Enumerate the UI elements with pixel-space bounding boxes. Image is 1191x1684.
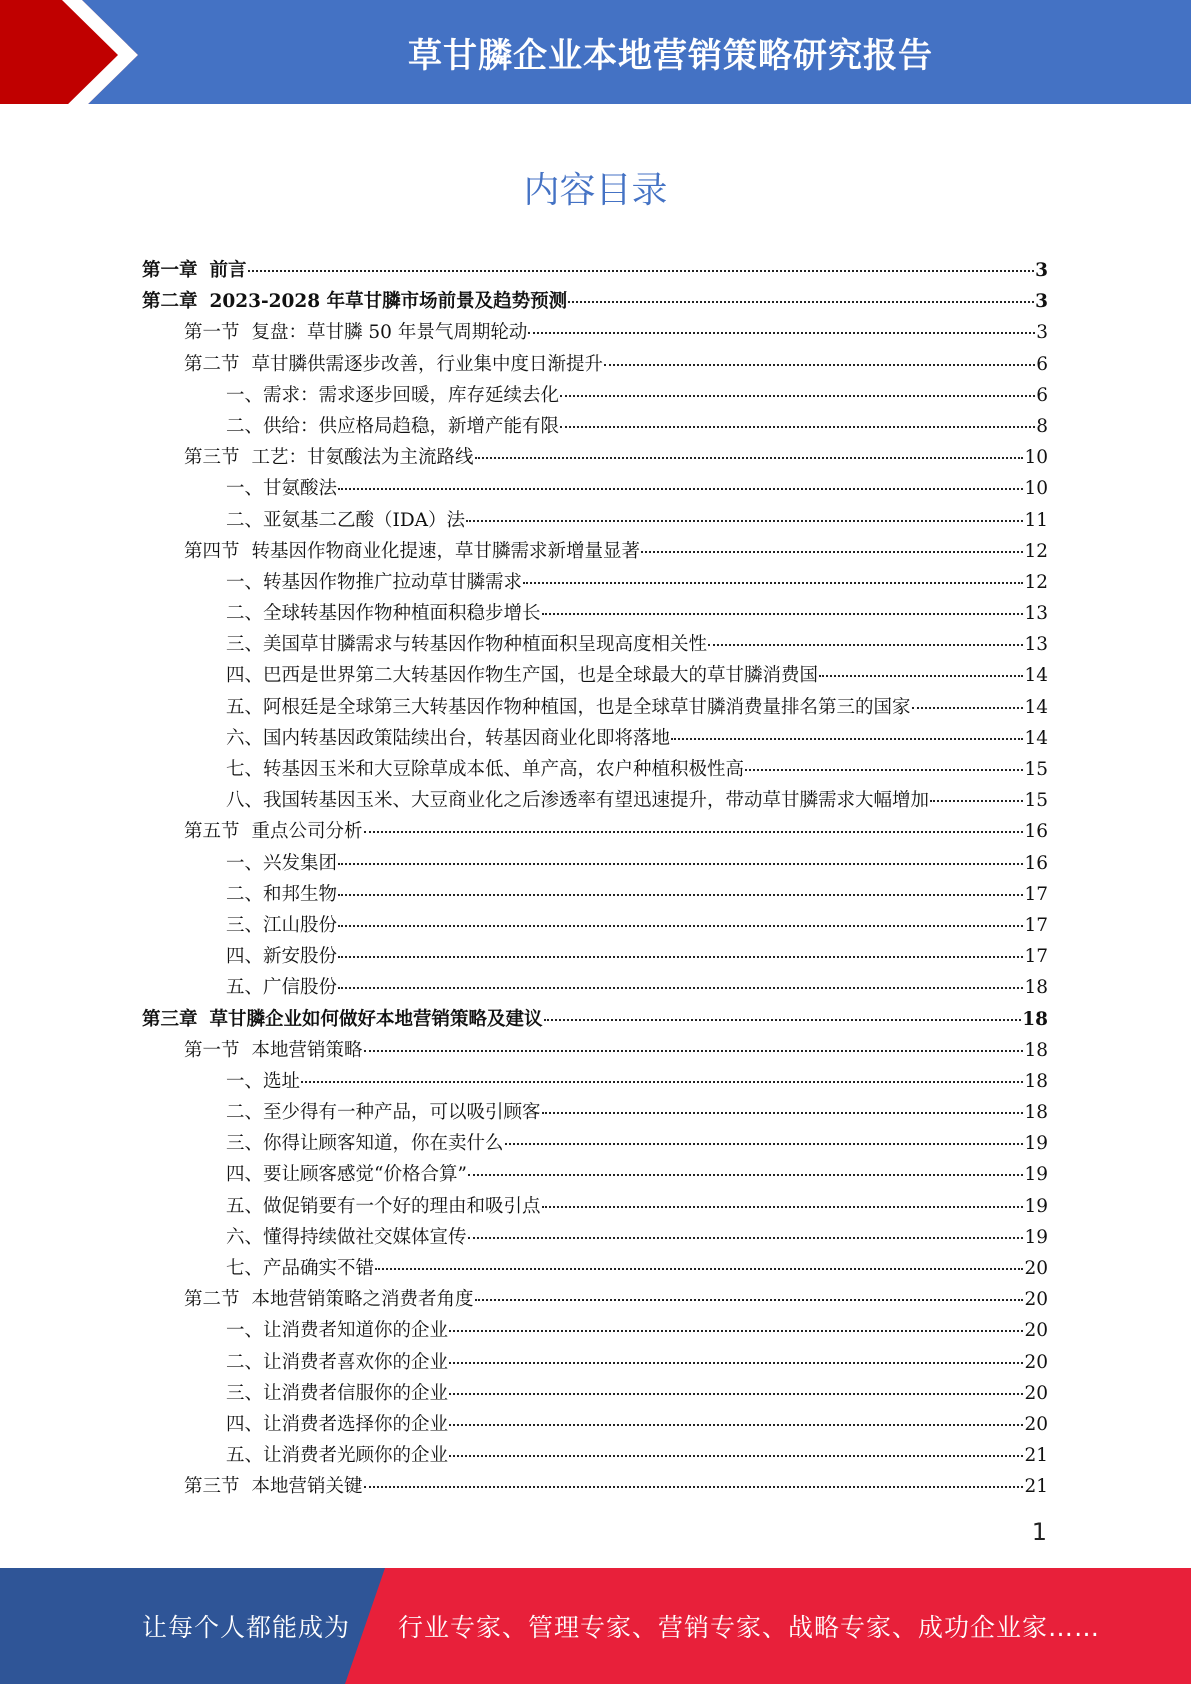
toc-dot-leader bbox=[375, 1267, 1023, 1270]
toc-entry-title: 亚氨基二乙酸（IDA）法 bbox=[263, 509, 466, 531]
toc-entry[interactable] bbox=[142, 941, 1048, 972]
toc-dot-leader bbox=[301, 1080, 1023, 1083]
toc-entry-number: 一、 bbox=[226, 1320, 264, 1342]
toc-entry-title: 供给：供应格局趋稳，新增产能有限 bbox=[263, 415, 560, 437]
toc-dot-leader bbox=[364, 1485, 1024, 1488]
toc-dot-leader bbox=[364, 1049, 1024, 1052]
toc-dot-leader bbox=[568, 300, 1034, 303]
toc-entry[interactable] bbox=[142, 972, 1048, 1003]
toc-dot-leader bbox=[560, 394, 1035, 397]
toc-entry-title: 让消费者信服你的企业 bbox=[263, 1382, 449, 1404]
toc-entry-page: 19 bbox=[1024, 1195, 1048, 1217]
toc-entry-page: 18 bbox=[1024, 1039, 1048, 1061]
toc-entry-page: 20 bbox=[1024, 1413, 1048, 1435]
toc-entry[interactable] bbox=[142, 1097, 1048, 1128]
toc-entry-title: 新安股份 bbox=[263, 946, 338, 968]
toc-entry-number: 一、 bbox=[226, 852, 264, 874]
toc-dot-leader bbox=[505, 1142, 1024, 1145]
toc-dot-leader bbox=[468, 1173, 1024, 1176]
toc-entry-title: 工艺：甘氨酸法为主流路线 bbox=[251, 447, 474, 469]
toc-dot-leader bbox=[604, 363, 1035, 366]
toc-entry-page: 11 bbox=[1024, 509, 1048, 531]
toc-entry-page: 18 bbox=[1024, 1070, 1048, 1092]
toc-entry[interactable] bbox=[142, 1409, 1048, 1440]
toc-entry-number: 第二节 bbox=[184, 1289, 240, 1311]
toc-dot-leader bbox=[248, 269, 1035, 272]
toc-dot-leader bbox=[542, 1205, 1024, 1208]
toc-entry[interactable] bbox=[142, 1004, 1048, 1035]
toc-entry-page: 12 bbox=[1024, 571, 1048, 593]
toc-entry-page: 18 bbox=[1024, 977, 1048, 999]
toc-entry-title: 美国草甘膦需求与转基因作物种植面积呈现高度相关性 bbox=[263, 634, 708, 656]
toc-entry-number: 第三节 bbox=[184, 1476, 240, 1498]
toc-entry-number: 七、 bbox=[226, 1258, 264, 1279]
toc-entry-number: 五、 bbox=[226, 1445, 264, 1467]
toc-dot-leader bbox=[523, 581, 1023, 584]
toc-entry-number: 七、 bbox=[226, 759, 264, 780]
toc-entry[interactable] bbox=[142, 848, 1048, 879]
toc-dot-leader bbox=[528, 331, 1035, 334]
toc-dot-leader bbox=[364, 830, 1024, 833]
toc-entry-title: 产品确实不错 bbox=[263, 1258, 375, 1279]
toc-entry-number: 第四节 bbox=[184, 540, 240, 562]
toc-entry-title: 2023-2028 年草甘膦市场前景及趋势预测 bbox=[209, 291, 568, 313]
toc-entry-title: 草甘膦供需逐步改善，行业集中度日渐提升 bbox=[251, 353, 604, 375]
toc-entry-number: 一、 bbox=[226, 571, 264, 593]
toc-entry[interactable] bbox=[142, 598, 1048, 629]
toc-entry-number: 五、 bbox=[226, 1195, 264, 1217]
toc-entry-page: 12 bbox=[1024, 540, 1048, 562]
toc-entry[interactable] bbox=[142, 411, 1048, 442]
toc-entry-page: 16 bbox=[1024, 852, 1048, 874]
toc-entry-title: 懂得持续做社交媒体宣传 bbox=[263, 1226, 467, 1248]
toc-entry-number: 三、 bbox=[226, 1382, 264, 1404]
toc-entry-page: 20 bbox=[1024, 1351, 1048, 1373]
toc-entry-number: 四、 bbox=[226, 1413, 264, 1435]
toc-entry-page: 16 bbox=[1024, 821, 1048, 843]
toc-entry-number: 第一节 bbox=[184, 1039, 240, 1061]
toc-dot-leader bbox=[641, 550, 1023, 553]
toc-dot-leader bbox=[542, 612, 1024, 615]
toc-entry[interactable] bbox=[142, 660, 1048, 691]
toc-heading: 内容目录 bbox=[523, 170, 668, 211]
toc-dot-leader bbox=[671, 737, 1023, 740]
toc-entry[interactable] bbox=[142, 1471, 1048, 1502]
toc-entry-title: 要让顾客感觉“价格合算” bbox=[263, 1164, 467, 1186]
toc-entry[interactable] bbox=[142, 1066, 1048, 1097]
toc-entry-title: 广信股份 bbox=[263, 977, 338, 999]
toc-entry-page: 15 bbox=[1024, 759, 1048, 780]
toc-entry-page: 21 bbox=[1024, 1476, 1048, 1498]
toc-dot-leader bbox=[449, 1454, 1023, 1457]
toc-entry-number: 一、 bbox=[226, 1070, 264, 1092]
toc-entry-title: 草甘膦企业如何做好本地营销策略及建议 bbox=[209, 1008, 543, 1030]
toc-entry[interactable] bbox=[142, 505, 1048, 536]
toc-entry-title: 需求：需求逐步回暖，库存延续去化 bbox=[263, 384, 560, 406]
toc-dot-leader bbox=[930, 799, 1023, 802]
toc-dot-leader bbox=[338, 955, 1023, 958]
toc-entry[interactable] bbox=[142, 1191, 1048, 1222]
toc-entry-number: 二、 bbox=[226, 883, 264, 905]
toc-entry-title: 做促销要有一个好的理由和吸引点 bbox=[263, 1195, 541, 1217]
toc-entry-page: 6 bbox=[1036, 353, 1048, 375]
toc-entry-page: 21 bbox=[1024, 1445, 1048, 1467]
toc-entry-number: 二、 bbox=[226, 415, 264, 437]
toc-dot-leader bbox=[449, 1361, 1023, 1364]
toc-entry[interactable] bbox=[142, 1035, 1048, 1066]
toc-entry-title: 本地营销关键 bbox=[251, 1476, 363, 1498]
toc-entry[interactable] bbox=[142, 785, 1048, 816]
toc-dot-leader bbox=[912, 706, 1024, 709]
toc-entry-number: 二、 bbox=[226, 509, 264, 531]
toc-entry-number: 第一节 bbox=[184, 322, 240, 344]
toc-entry-page: 14 bbox=[1024, 696, 1048, 718]
toc-entry-title: 让消费者选择你的企业 bbox=[263, 1413, 449, 1435]
toc-entry-page: 17 bbox=[1024, 914, 1048, 936]
toc-entry-title: 江山股份 bbox=[263, 914, 338, 936]
toc-entry[interactable] bbox=[142, 879, 1048, 910]
toc-entry-number: 四、 bbox=[226, 946, 264, 968]
toc-entry-page: 19 bbox=[1024, 1133, 1048, 1155]
toc-entry-title: 让消费者喜欢你的企业 bbox=[263, 1351, 449, 1373]
table-of-contents bbox=[142, 255, 1048, 1503]
toc-entry-number: 第五节 bbox=[184, 821, 240, 843]
toc-entry-number: 一、 bbox=[226, 384, 264, 406]
toc-entry[interactable] bbox=[142, 1253, 1048, 1284]
toc-entry[interactable] bbox=[142, 1222, 1048, 1253]
toc-entry-page: 18 bbox=[1022, 1008, 1048, 1030]
toc-entry[interactable] bbox=[142, 536, 1048, 567]
toc-entry-number: 二、 bbox=[226, 603, 264, 625]
toc-entry[interactable] bbox=[142, 286, 1048, 317]
toc-dot-leader bbox=[338, 487, 1023, 490]
toc-entry-page: 6 bbox=[1036, 384, 1048, 406]
toc-entry-page: 17 bbox=[1024, 883, 1048, 905]
toc-entry-title: 你得让顾客知道，你在卖什么 bbox=[263, 1133, 504, 1155]
toc-entry-page: 3 bbox=[1036, 322, 1048, 344]
toc-entry[interactable] bbox=[142, 1315, 1048, 1346]
toc-entry-page: 20 bbox=[1024, 1320, 1048, 1342]
report-title: 草甘膦企业本地营销策略研究报告 bbox=[408, 35, 933, 76]
toc-entry-page: 15 bbox=[1024, 790, 1048, 812]
toc-entry-title: 复盘：草甘膦 50 年景气周期轮动 bbox=[251, 322, 528, 344]
footer-banner bbox=[0, 1568, 1191, 1684]
toc-entry-number: 六、 bbox=[226, 1226, 264, 1248]
toc-entry-number: 五、 bbox=[226, 977, 264, 999]
toc-dot-leader bbox=[449, 1329, 1023, 1332]
toc-entry[interactable] bbox=[142, 473, 1048, 504]
toc-entry-title: 选址 bbox=[263, 1070, 301, 1092]
toc-entry-number: 第三章 bbox=[142, 1008, 198, 1030]
toc-entry-number: 三、 bbox=[226, 914, 264, 936]
toc-entry-title: 甘氨酸法 bbox=[263, 478, 338, 500]
toc-entry-title: 转基因作物商业化提速，草甘膦需求新增量显著 bbox=[251, 540, 641, 562]
toc-entry-title: 至少得有一种产品，可以吸引顾客 bbox=[263, 1102, 541, 1124]
toc-dot-leader bbox=[745, 768, 1023, 771]
toc-entry-page: 18 bbox=[1024, 1102, 1048, 1124]
toc-entry-page: 20 bbox=[1024, 1258, 1048, 1279]
toc-entry-title: 让消费者光顾你的企业 bbox=[263, 1445, 449, 1467]
toc-entry-page: 3 bbox=[1035, 260, 1048, 281]
toc-entry-page: 3 bbox=[1035, 291, 1048, 313]
toc-entry[interactable] bbox=[142, 1159, 1048, 1190]
footer-slogan-left: 让每个人都能成为 bbox=[142, 1613, 351, 1642]
footer-slogan-right: 行业专家、管理专家、营销专家、战略专家、成功企业家…… bbox=[398, 1613, 1101, 1642]
toc-dot-leader bbox=[475, 1298, 1024, 1301]
page-number: 1 bbox=[1031, 1518, 1047, 1546]
toc-entry[interactable] bbox=[142, 1378, 1048, 1409]
toc-entry-title: 前言 bbox=[209, 260, 247, 281]
toc-entry-page: 10 bbox=[1024, 478, 1048, 500]
toc-entry-number: 四、 bbox=[226, 1164, 264, 1186]
toc-entry[interactable] bbox=[142, 255, 1048, 286]
toc-entry-page: 19 bbox=[1024, 1226, 1048, 1248]
toc-entry[interactable] bbox=[142, 1440, 1048, 1471]
toc-entry-page: 20 bbox=[1024, 1289, 1048, 1311]
toc-entry[interactable] bbox=[142, 723, 1048, 754]
toc-dot-leader bbox=[466, 519, 1023, 522]
toc-dot-leader bbox=[468, 1236, 1024, 1239]
toc-entry-page: 8 bbox=[1036, 415, 1048, 437]
toc-entry-page: 14 bbox=[1024, 727, 1048, 749]
toc-entry-title: 巴西是世界第二大转基因作物生产国，也是全球最大的草甘膦消费国 bbox=[263, 665, 819, 687]
toc-entry-page: 14 bbox=[1024, 665, 1048, 687]
toc-entry-number: 第一章 bbox=[142, 260, 198, 281]
toc-dot-leader bbox=[542, 1111, 1024, 1114]
toc-entry[interactable] bbox=[142, 816, 1048, 847]
toc-entry-number: 五、 bbox=[226, 696, 264, 718]
toc-entry-title: 全球转基因作物种植面积稳步增长 bbox=[263, 603, 541, 625]
toc-entry-title: 兴发集团 bbox=[263, 852, 338, 874]
toc-entry[interactable] bbox=[142, 910, 1048, 941]
toc-dot-leader bbox=[338, 893, 1023, 896]
toc-entry-number: 二、 bbox=[226, 1351, 264, 1373]
toc-entry-title: 转基因玉米和大豆除草成本低、单产高，农户种植积极性高 bbox=[263, 759, 745, 780]
toc-entry-page: 20 bbox=[1024, 1382, 1048, 1404]
toc-entry-title: 本地营销策略之消费者角度 bbox=[251, 1289, 474, 1311]
toc-entry[interactable] bbox=[142, 567, 1048, 598]
toc-entry-title: 让消费者知道你的企业 bbox=[263, 1320, 449, 1342]
toc-entry-number: 第二章 bbox=[142, 291, 198, 313]
toc-entry-number: 三、 bbox=[226, 634, 264, 656]
toc-entry-number: 六、 bbox=[226, 727, 264, 749]
toc-entry[interactable] bbox=[142, 1128, 1048, 1159]
toc-entry[interactable] bbox=[142, 442, 1048, 473]
toc-entry-page: 13 bbox=[1024, 634, 1048, 656]
header-banner bbox=[0, 0, 1191, 110]
toc-entry[interactable] bbox=[142, 629, 1048, 660]
toc-dot-leader bbox=[338, 986, 1023, 989]
toc-entry-title: 我国转基因玉米、大豆商业化之后渗透率有望迅速提升，带动草甘膦需求大幅增加 bbox=[263, 790, 930, 812]
toc-dot-leader bbox=[560, 425, 1035, 428]
toc-entry-page: 17 bbox=[1024, 946, 1048, 968]
toc-entry[interactable] bbox=[142, 1284, 1048, 1315]
toc-entry-title: 和邦生物 bbox=[263, 883, 338, 905]
toc-dot-leader bbox=[544, 1018, 1022, 1021]
toc-dot-leader bbox=[475, 456, 1024, 459]
toc-entry-number: 三、 bbox=[226, 1133, 264, 1155]
toc-entry-title: 重点公司分析 bbox=[251, 821, 363, 843]
toc-entry-title: 转基因作物推广拉动草甘膦需求 bbox=[263, 571, 523, 593]
toc-entry[interactable] bbox=[142, 349, 1048, 380]
toc-dot-leader bbox=[449, 1392, 1023, 1395]
toc-entry[interactable] bbox=[142, 317, 1048, 348]
toc-entry[interactable] bbox=[142, 692, 1048, 723]
toc-dot-leader bbox=[708, 643, 1023, 646]
toc-entry[interactable] bbox=[142, 754, 1048, 785]
toc-entry-title: 本地营销策略 bbox=[251, 1039, 363, 1061]
toc-dot-leader bbox=[338, 862, 1023, 865]
toc-entry-page: 10 bbox=[1024, 447, 1048, 469]
toc-entry[interactable] bbox=[142, 1347, 1048, 1378]
toc-entry[interactable] bbox=[142, 380, 1048, 411]
toc-entry-number: 一、 bbox=[226, 478, 264, 500]
toc-dot-leader bbox=[449, 1423, 1023, 1426]
toc-entry-number: 八、 bbox=[226, 790, 264, 812]
toc-entry-number: 二、 bbox=[226, 1102, 264, 1124]
toc-entry-page: 13 bbox=[1024, 603, 1048, 625]
toc-entry-number: 第二节 bbox=[184, 353, 240, 375]
toc-entry-title: 阿根廷是全球第三大转基因作物种植国，也是全球草甘膦消费量排名第三的国家 bbox=[263, 696, 911, 718]
toc-dot-leader bbox=[338, 924, 1023, 927]
toc-entry-title: 国内转基因政策陆续出台，转基因商业化即将落地 bbox=[263, 727, 671, 749]
toc-dot-leader bbox=[819, 674, 1023, 677]
toc-entry-number: 第三节 bbox=[184, 447, 240, 469]
toc-entry-page: 19 bbox=[1024, 1164, 1048, 1186]
toc-entry-number: 四、 bbox=[226, 665, 264, 687]
